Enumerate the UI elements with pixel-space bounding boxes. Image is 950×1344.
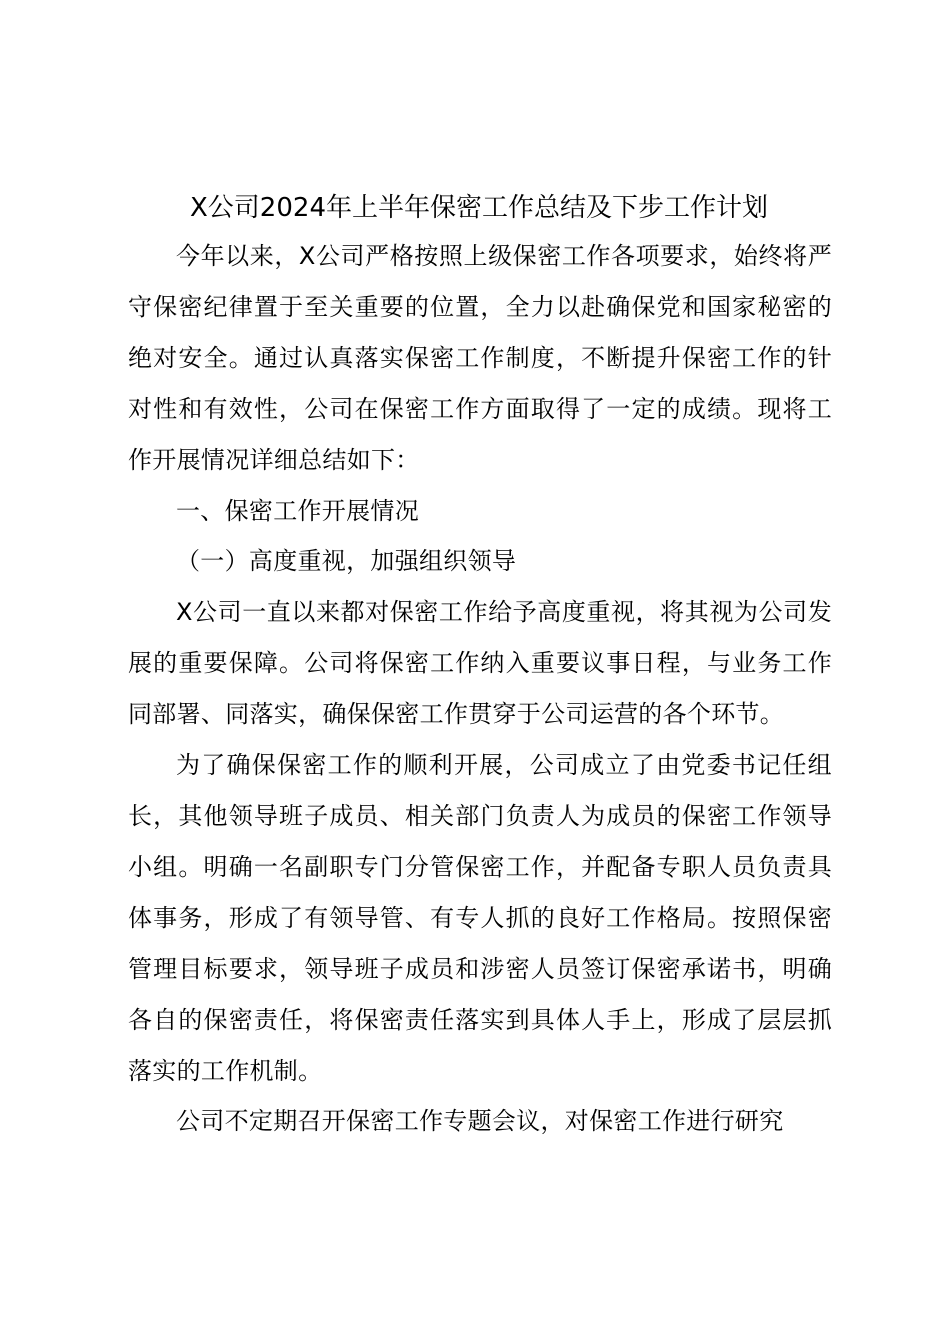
document-body — [128, 231, 832, 1147]
body-paragraph-3: 公司不定期召开保密工作专题会议，对保密工作进行研究 — [176, 1107, 784, 1136]
section-heading: 一、保密工作开展情况 — [176, 496, 419, 525]
subsection-heading: （一）高度重视，加强组织领导 — [176, 547, 517, 576]
document-title: X公司2024年上半年保密工作总结及下步工作计划 — [190, 193, 768, 223]
intro-paragraph: 今年以来，X公司严格按照上级保密工作各项要求，始终将严守保密纪律置于至关重要的位置，全力以赴确保党和国家秘密的绝对安全。通过认真落实保密工作制度，不断提升保密工作的针对性和有效性，公司在保密工作方面取得了一定的成绩。现将工作开展情况详细总结如下： — [128, 242, 832, 474]
body-paragraph-1: X公司一直以来都对保密工作给予高度重视，将其视为公司发展的重要保障。公司将保密工作纳入重要议事日程，与业务工作同部署、同落实，确保保密工作贯穿于公司运营的各个环节。 — [128, 598, 832, 729]
body-paragraph-2: 为了确保保密工作的顺利开展，公司成立了由党委书记任组长，其他领导班子成员、相关部门负责人为成员的保密工作领导小组。明确一名副职专门分管保密工作，并配备专职人员负责具体事务，形成了有领导管、有专人抓的良好工作格局。按照保密管理目标要求，领导班子成员和涉密人员签订保密承诺书，明确各自的保密责任，将保密责任落实到具体人手上，形成了层层抓落实的工作机制。 — [128, 751, 832, 1085]
